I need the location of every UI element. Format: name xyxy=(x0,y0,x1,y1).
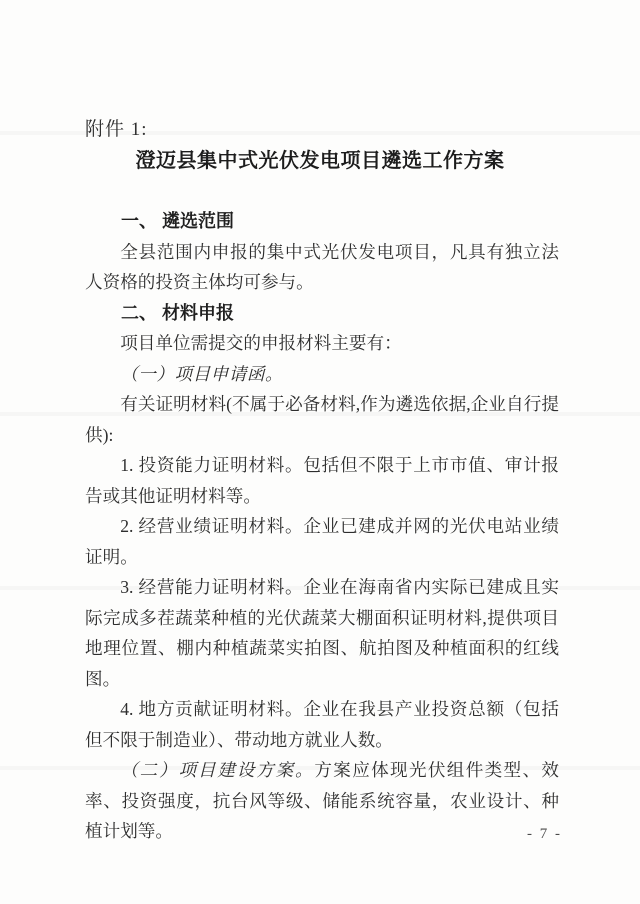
attachment-label: 附件 1: xyxy=(85,119,148,140)
paragraph-lead: （二）项目建设方案。 xyxy=(120,760,315,780)
page-number: - 7 - xyxy=(527,826,562,842)
paragraph-scope: 全县范围内申报的集中式光伏发电项目，凡具有独立法人资格的投资主体均可参与。 xyxy=(85,241,559,292)
paragraph-operating-capability: 3. 经营能力证明材料。企业在海南省内实际已建成且实际完成多茬蔬菜种植的光伏蔬菜大棚面积证明材料,提供项目地理位置、棚内种植蔬菜实拍图、航拍图及种植面积的红线图。 xyxy=(85,577,559,689)
paragraph-item-1-application-letter: （一）项目申请函。 xyxy=(120,363,284,384)
paragraph-local-contribution: 4. 地方贡献证明材料。企业在我县产业投资总额（包括但不限于制造业）、带动地方就业人数。 xyxy=(85,699,559,750)
paragraph-supporting-materials-note: 有关证明材料(不属于必备材料,作为遴选依据,企业自行提供): xyxy=(85,394,559,445)
paragraph-item-2-construction-plan xyxy=(85,755,559,847)
paragraph-materials-intro: 项目单位需提交的申报材料主要有： xyxy=(120,333,402,353)
document-body xyxy=(85,206,559,847)
paragraph-operating-performance: 2. 经营业绩证明材料。企业已建成并网的光伏电站业绩证明。 xyxy=(85,516,559,567)
paragraph-text: 方案应体现光伏组件类型、效率、投资强度，抗台风等级、储能系统容量，农业设计、种植计划等。 xyxy=(85,760,559,841)
section-heading-2: 二、 材料申报 xyxy=(121,302,235,323)
paragraph-investment-capability: 1. 投资能力证明材料。包括但不限于上市市值、审计报告或其他证明材料等。 xyxy=(85,455,559,506)
section-heading-1: 一、 遴选范围 xyxy=(121,211,235,231)
document-title: 澄迈县集中式光伏发电项目遴选工作方案 xyxy=(135,150,505,172)
